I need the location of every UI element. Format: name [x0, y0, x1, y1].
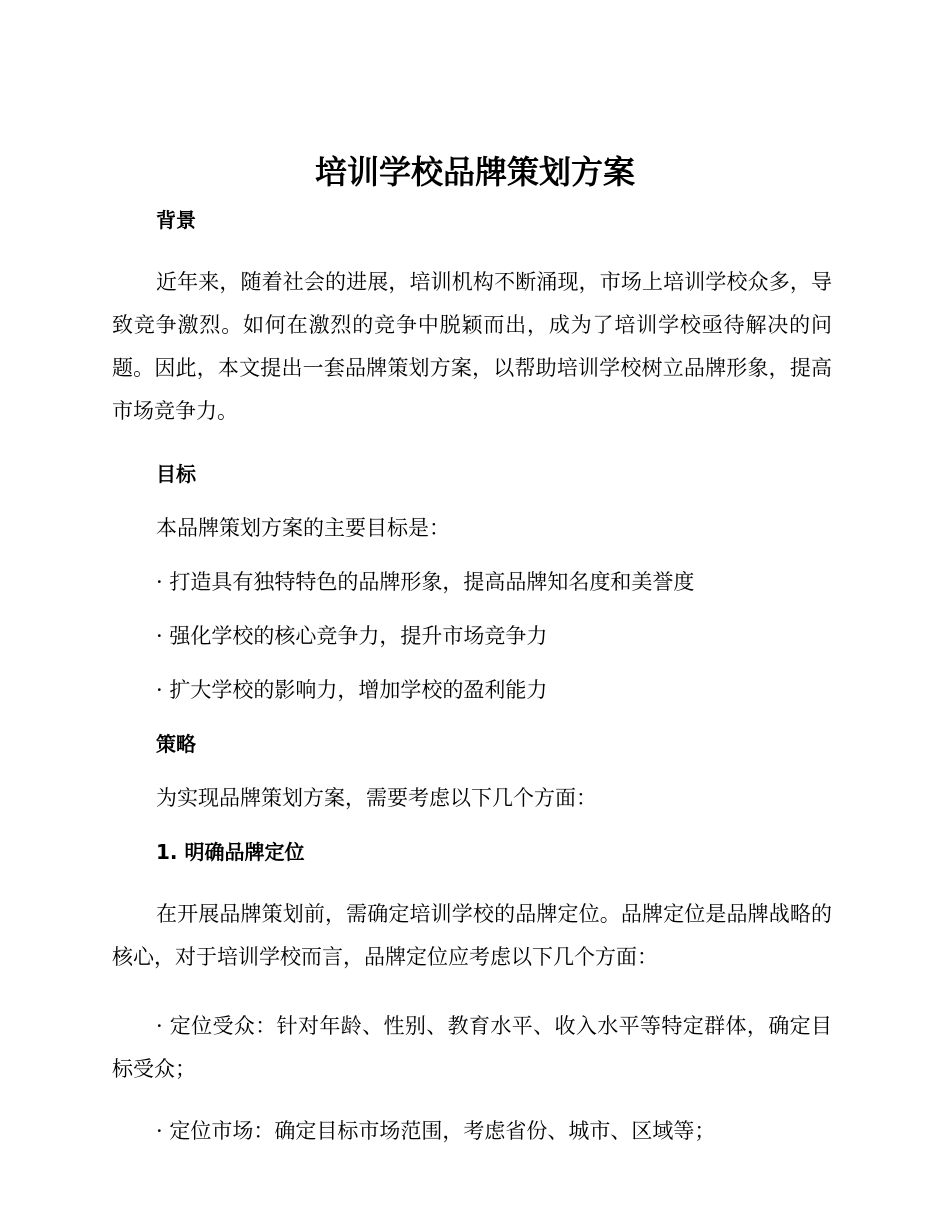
goals-item: · 强化学校的核心竞争力，提升市场竞争力: [156, 624, 548, 648]
heading-goals: 目标: [156, 462, 196, 486]
strategy-intro: 为实现品牌策划方案，需要考虑以下几个方面：: [156, 786, 597, 810]
heading-strategy: 策略: [156, 732, 196, 756]
goals-item: · 打造具有独特特色的品牌形象，提高品牌知名度和美誉度: [156, 570, 695, 594]
goals-intro: 本品牌策划方案的主要目标是：: [156, 516, 450, 540]
document-body: [112, 206, 832, 1145]
positioning-item: · 定位受众：针对年龄、性别、教育水平、收入水平等特定群体，确定目标受众；: [112, 1014, 832, 1081]
document-title: 培训学校品牌策划方案: [314, 153, 635, 191]
brand-positioning-paragraph: 在开展品牌策划前，需确定培训学校的品牌定位。品牌定位是品牌战略的核心，对于培训学校而言，品牌定位应考虑以下几个方面：: [112, 902, 832, 969]
heading-brand-positioning: 1. 明确品牌定位: [156, 840, 305, 864]
positioning-item: · 定位市场：确定目标市场范围，考虑省份、城市、区域等；: [156, 1119, 716, 1143]
background-paragraph: 近年来，随着社会的进展，培训机构不断涌现，市场上培训学校众多，导致竞争激烈。如何在激烈的竞争中脱颖而出，成为了培训学校亟待解决的问题。因此，本文提出一套品牌策划方案，以帮助培训学校树立品牌形象，提高市场竞争力。: [112, 270, 832, 423]
heading-background: 背景: [156, 208, 196, 232]
goals-item: · 扩大学校的影响力，增加学校的盈利能力: [156, 678, 548, 702]
